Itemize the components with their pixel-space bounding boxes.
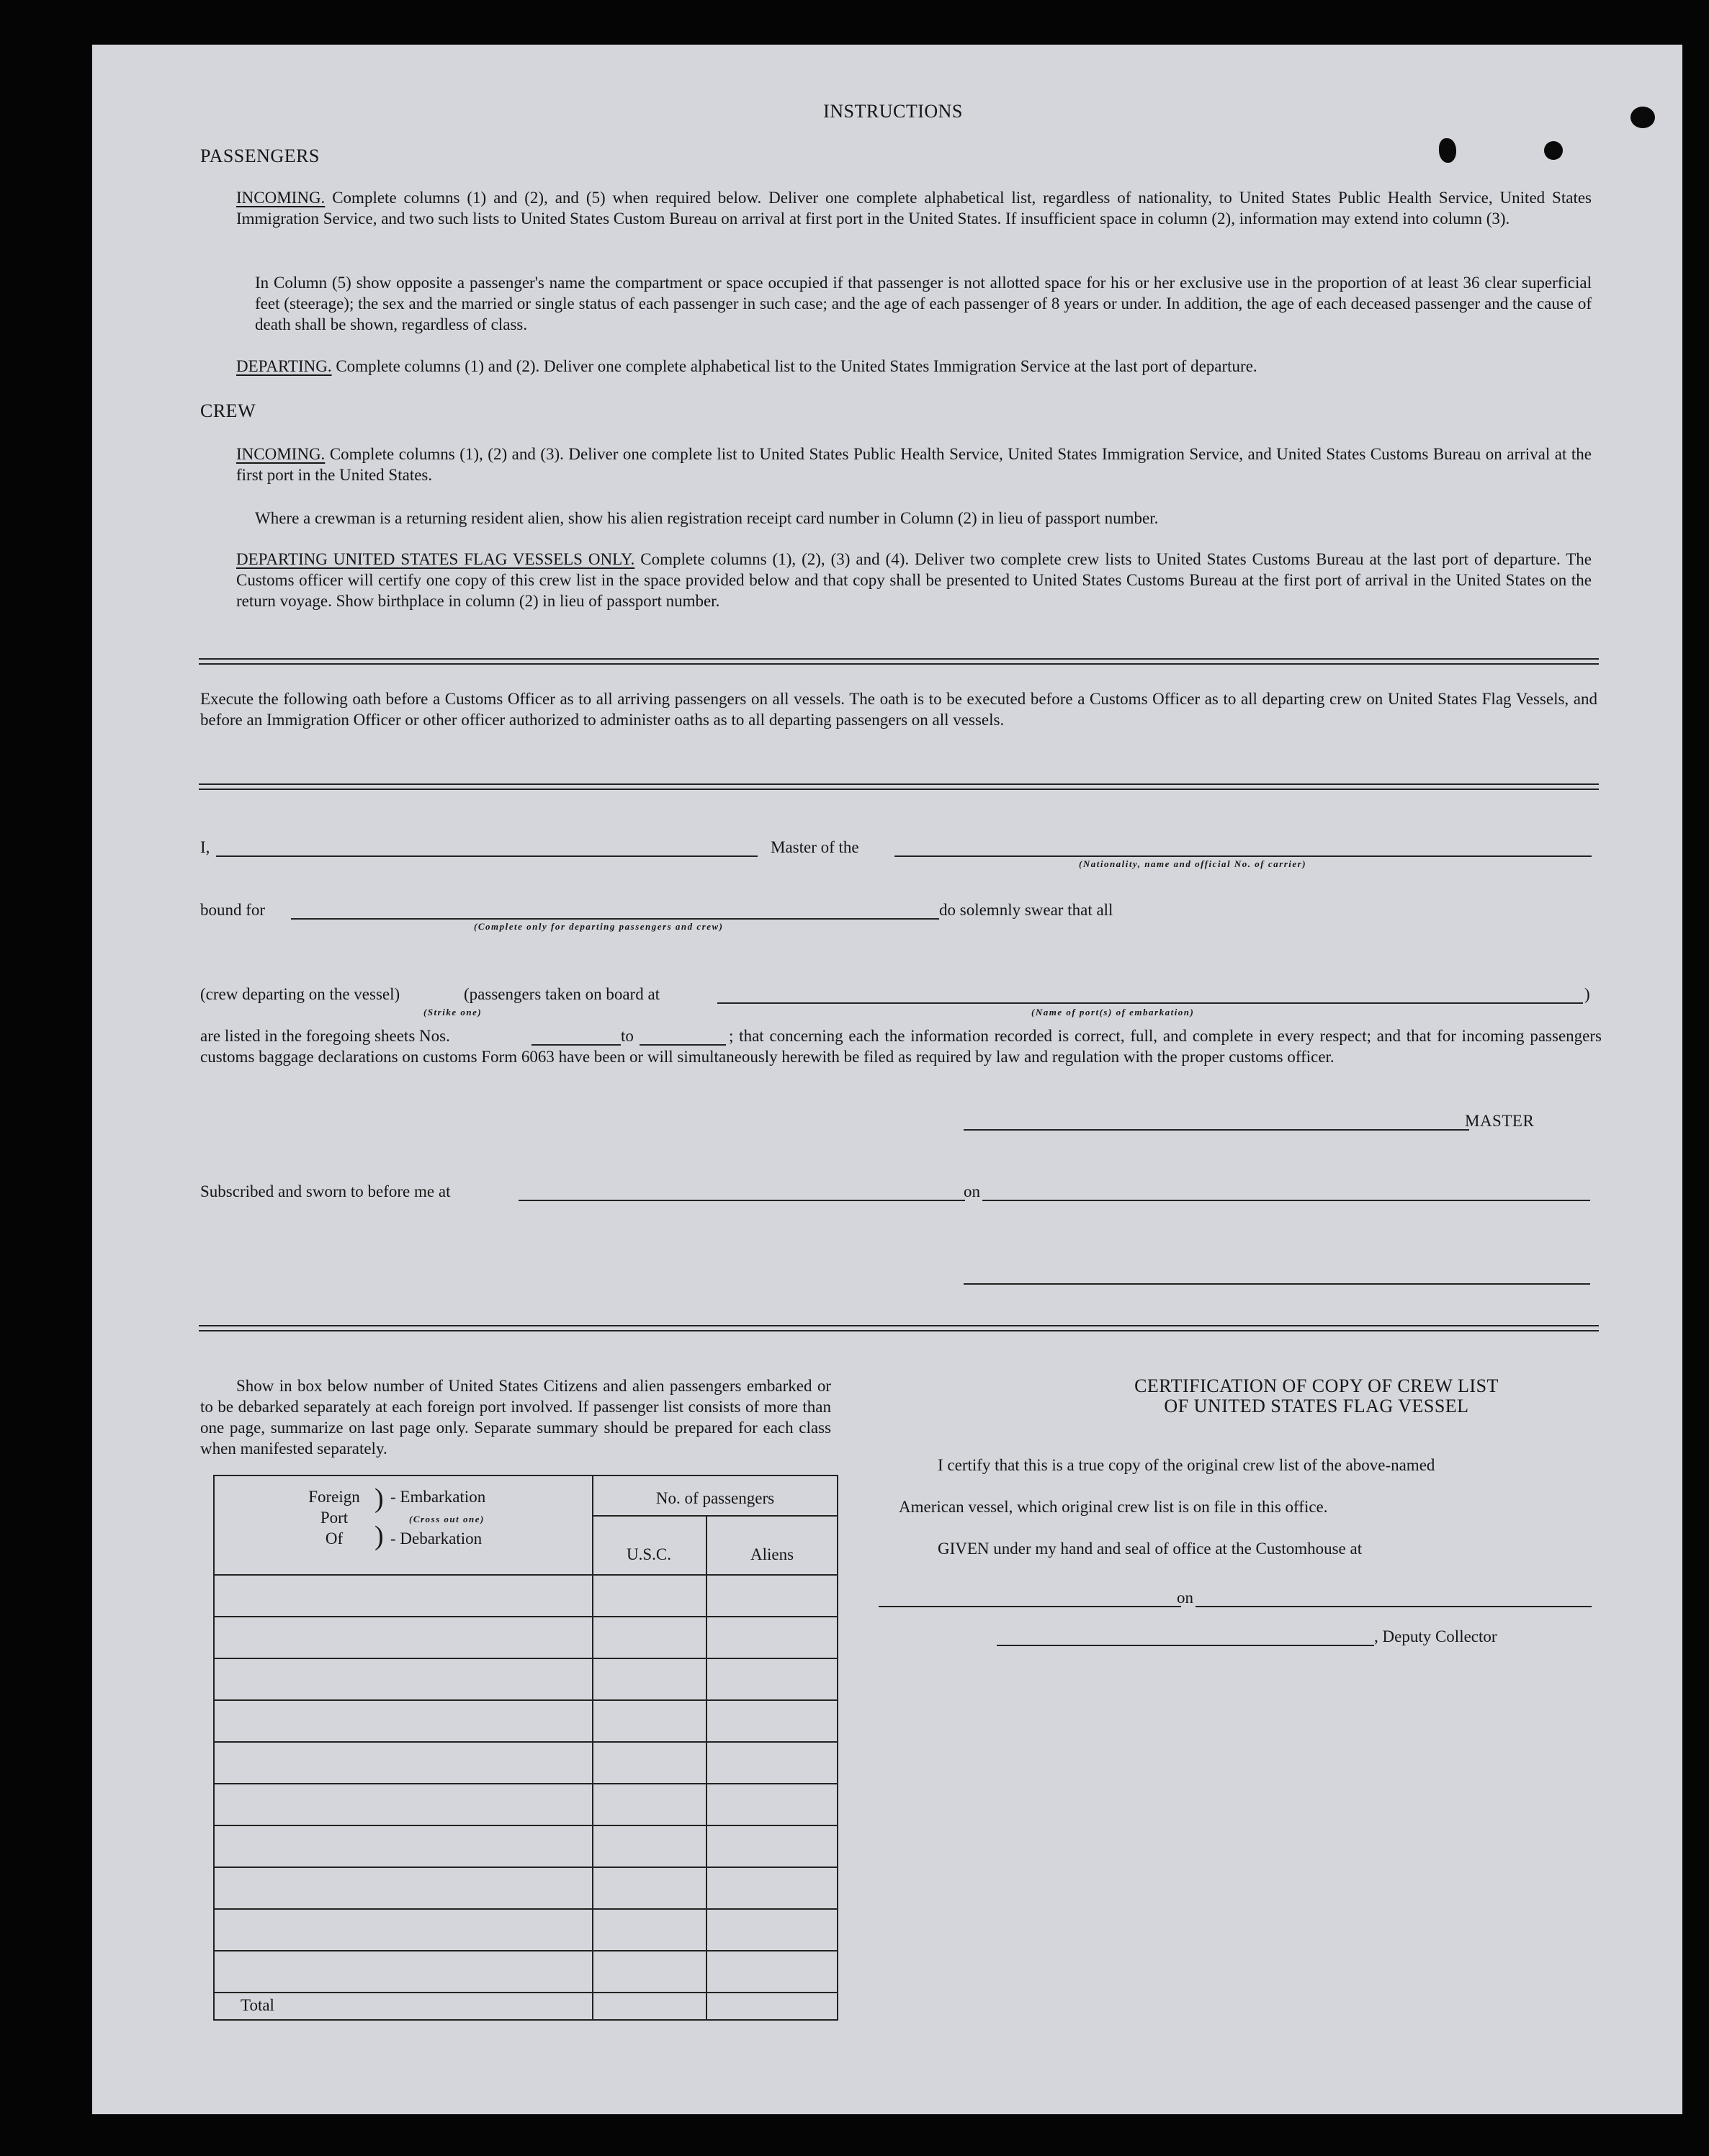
master-name-field[interactable] (216, 855, 758, 857)
bound-for-label: bound for (200, 901, 266, 919)
crew-departing-option: (crew departing on the vessel) (200, 985, 400, 1003)
listed-rest: ; that concerning each the information recorded is correct, full, and complete in every respect; and that for incoming passengers customs baggage declarations on customs Form 6063 have been or will simultaneously herewith be filed as required by law and regulation with the proper customs officer. (200, 1027, 1602, 1066)
total-label: Total (241, 1996, 274, 2014)
certify-line: I certify that this is a true copy of the original crew list of the above-named (938, 1456, 1435, 1474)
table-row (213, 1616, 838, 1617)
of-label: Of (325, 1530, 344, 1548)
sworn-on-label: on (964, 1182, 980, 1200)
passengers-heading: PASSENGERS (200, 145, 320, 166)
crew-heading: CREW (200, 400, 256, 421)
table-row (213, 1825, 838, 1826)
divider (199, 1325, 1599, 1331)
brace-bottom: ) (374, 1521, 384, 1551)
sworn-place-field[interactable] (519, 1200, 965, 1201)
table-row (213, 1950, 838, 1951)
aliens-header: Aliens (750, 1545, 794, 1563)
certification-title-1: CERTIFICATION OF COPY OF CREW LIST (1134, 1375, 1499, 1396)
embarkation-port-field[interactable] (717, 1002, 1583, 1004)
table-row (213, 1741, 838, 1743)
crew-departing-text: Complete columns (1), (2), (3) and (4). Deliver two complete crew lists to United States Customs Bureau at the last port of departure. The Customs officer will certify one copy of this crew list in the space provided below and that copy shall be presented to United States Customs Bureau at the first port of arrival in the United States on the return voyage. Show birthplace in column (2) in lieu of passport number. (236, 550, 1592, 610)
oath-i-label: I, (200, 838, 210, 856)
crew-departing-paragraph (236, 549, 1592, 611)
summary-intro: Show in box below number of United States Citizens and alien passengers embarked or to be debarked separately at each foreign port involved. If passenger list consists of more than one page, summarize on last page only. Separate summary should be prepared for each class when manifested separately. (200, 1377, 831, 1457)
certification-title-2: OF UNITED STATES FLAG VESSEL (1164, 1396, 1469, 1416)
strike-one-caption: (Strike one) (423, 1007, 483, 1018)
passengers-taken-option: (passengers taken on board at (464, 985, 660, 1003)
table-row (213, 1867, 838, 1868)
foreign-label: Foreign (308, 1488, 360, 1506)
form-page (92, 45, 1682, 2114)
instructions-title: INSTRUCTIONS (823, 101, 963, 122)
certify-on-label: on (1177, 1589, 1193, 1607)
subscribed-label: Subscribed and sworn to before me at (200, 1182, 451, 1200)
bound-for-field[interactable] (291, 918, 939, 920)
crew-incoming-paragraph (236, 444, 1592, 485)
sworn-date-field[interactable] (982, 1200, 1590, 1201)
table-row (213, 1658, 838, 1659)
crew-incoming-label: INCOMING. (236, 445, 326, 463)
swear-label: do solemnly swear that all (939, 901, 1113, 919)
divider (199, 658, 1599, 665)
master-of-label: Master of the (771, 838, 859, 856)
ink-blot (1439, 138, 1456, 163)
table-divider (592, 1515, 838, 1517)
customhouse-field[interactable] (879, 1606, 1181, 1607)
to-label: to (621, 1027, 634, 1045)
divider (199, 783, 1599, 790)
table-row (213, 1783, 838, 1784)
given-line: GIVEN under my hand and seal of office at the Customhouse at (938, 1540, 1363, 1558)
passengers-incoming-text: Complete columns (1) and (2), and (5) when required below. Deliver one complete alphabetical list, regardless of nationality, to United States Public Health Service, United States Immigration Service, and two such lists to United States Custom Bureau on arrival at first port in the United States. If insufficient space in column (2), information may extend into column (3). (236, 189, 1592, 228)
port-label: Port (320, 1509, 349, 1527)
deputy-collector-field[interactable] (997, 1645, 1374, 1646)
debarkation-label: - Debarkation (390, 1530, 483, 1548)
passengers-departing-label: DEPARTING. (236, 357, 332, 375)
no-passengers-header: No. of passengers (655, 1489, 775, 1507)
embarkation-label: - Embarkation (390, 1488, 486, 1506)
table-divider (706, 1515, 707, 2021)
table-divider (213, 1574, 838, 1576)
passengers-departing-text: Complete columns (1) and (2). Deliver one complete alphabetical list to the United States Immigration Service at the last port of departure. (336, 357, 1257, 375)
listed-prefix: are listed in the foregoing sheets Nos. (200, 1027, 450, 1045)
master-signature-field[interactable] (964, 1129, 1469, 1131)
officer-signature-field[interactable] (964, 1283, 1590, 1285)
passengers-incoming-label: INCOMING. (236, 189, 326, 207)
carrier-field[interactable] (894, 855, 1592, 857)
usc-header: U.S.C. (627, 1545, 671, 1563)
vessel-line: American vessel, which original crew list is on file in this office. (899, 1498, 1328, 1516)
table-row (213, 1908, 838, 1910)
passengers-incoming-paragraph (236, 187, 1592, 229)
ink-blot (1544, 141, 1563, 160)
brace-top: ) (374, 1483, 384, 1514)
table-row (213, 1699, 838, 1701)
departing-caption: (Complete only for departing passengers and crew) (474, 921, 724, 932)
column5-paragraph: In Column (5) show opposite a passenger's name the compartment or space occupied if that passenger is not allotted space for his or her exclusive use in the proportion of at least 36 clear superficial feet (steerage); the sex and the married or single status of each passenger in such case; and the age of each passenger of 8 years or under. In addition, the age of each deceased passenger and the cause of death shall be shown, regardless of class. (255, 274, 1592, 333)
table-row (213, 1992, 838, 1993)
carrier-caption: (Nationality, name and official No. of carrier) (1079, 858, 1307, 869)
master-label: MASTER (1465, 1112, 1535, 1130)
crewman-paragraph: Where a crewman is a returning resident alien, show his alien registration receipt card number in Column (2) in lieu of passport number. (255, 509, 1159, 527)
ports-caption: (Name of port(s) of embarkation) (1031, 1007, 1195, 1018)
deputy-collector-label: , Deputy Collector (1374, 1627, 1497, 1645)
crew-departing-label: DEPARTING UNITED STATES FLAG VESSELS ONLY. (236, 550, 635, 568)
passengers-departing-paragraph (236, 356, 1597, 377)
close-paren: ) (1584, 985, 1590, 1003)
certify-date-field[interactable] (1196, 1606, 1592, 1607)
oath-intro: Execute the following oath before a Customs Officer as to all arriving passengers on all vessels. The oath is to be executed before a Customs Officer as to all departing crew on United States Flag Vessels, and before an Immigration Officer or other officer authorized to administer oaths as to all departing passengers on all vessels. (200, 690, 1597, 729)
crew-incoming-text: Complete columns (1), (2) and (3). Deliver one complete list to United States Public Health Service, United States Immigration Service, and United States Customs Bureau on arrival at the first port in the United States. (236, 445, 1592, 484)
cross-out-caption: (Cross out one) (409, 1514, 485, 1524)
